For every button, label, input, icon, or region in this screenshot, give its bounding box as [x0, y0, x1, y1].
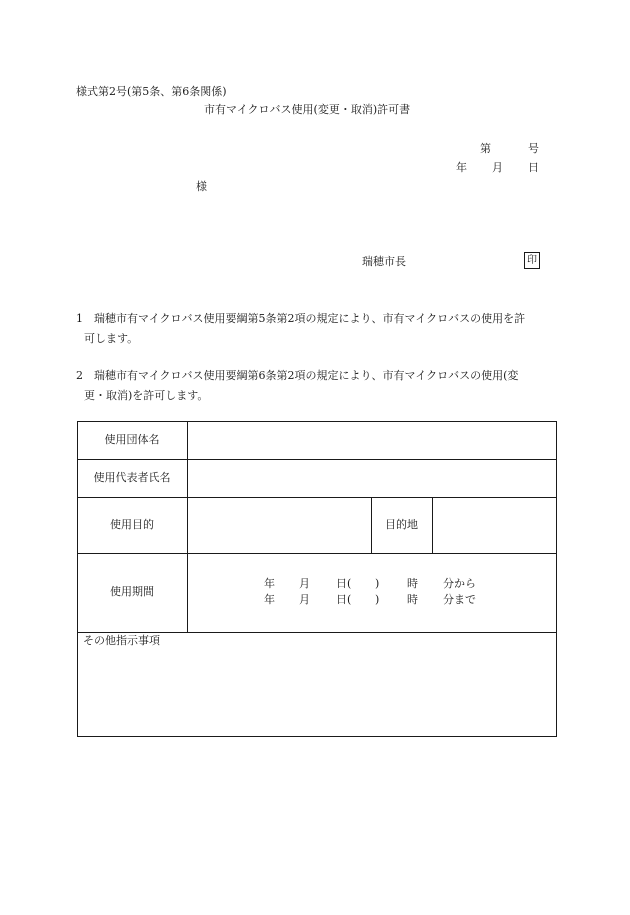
date-month: 月 [492, 161, 503, 174]
period-to-hour: 時 [407, 593, 418, 606]
document-title: 市有マイクロバス使用(変更・取消)許可書 [204, 103, 411, 116]
paragraph-line: 瑞穂市有マイクロバス使用要綱第5条第2項の規定により、市有マイクロバスの使用を許 [94, 312, 526, 325]
date-day: 日 [528, 161, 539, 174]
paragraph-number: 2 [76, 369, 83, 382]
period-from-minute: 分から [443, 577, 476, 590]
permit-details-table [77, 421, 557, 737]
period-from-year: 年 [264, 577, 275, 590]
period-to-minute: 分まで [443, 593, 476, 606]
other-instructions-label: その他指示事項 [83, 634, 160, 647]
org-name-label: 使用団体名 [104, 433, 160, 446]
paragraph-line: 瑞穂市有マイクロバス使用要綱第6条第2項の規定により、市有マイクロバスの使用(変 [94, 369, 519, 382]
period-to-weekday-close: ) [375, 593, 380, 606]
purpose-label: 使用目的 [110, 518, 154, 531]
seal-stamp: 印 [524, 252, 540, 269]
addressee-sama: 様 [196, 180, 207, 193]
paragraph-line: 更・取消)を許可します。 [84, 389, 209, 402]
period-to-month: 月 [299, 593, 310, 606]
period-from-weekday-close: ) [375, 577, 380, 590]
paragraph-1 [76, 309, 556, 349]
period-to-day: 日( [336, 593, 352, 606]
period-from-month: 月 [299, 577, 310, 590]
period-from-hour: 時 [407, 577, 418, 590]
paragraph-number: 1 [76, 312, 83, 325]
date-year: 年 [456, 161, 467, 174]
destination-label: 目的地 [385, 518, 418, 531]
doc-number-dai: 第 [480, 142, 491, 155]
representative-name-label: 使用代表者氏名 [93, 471, 171, 484]
doc-number-go: 号 [528, 142, 539, 155]
issuer-name: 瑞穂市長 [362, 255, 406, 268]
paragraph-line: 可します。 [84, 332, 139, 345]
period-label: 使用期間 [110, 585, 154, 598]
paragraph-2 [76, 366, 556, 406]
period-to-year: 年 [264, 593, 275, 606]
form-number: 様式第2号(第5条、第6条関係) [76, 85, 227, 98]
period-from-day: 日( [336, 577, 352, 590]
